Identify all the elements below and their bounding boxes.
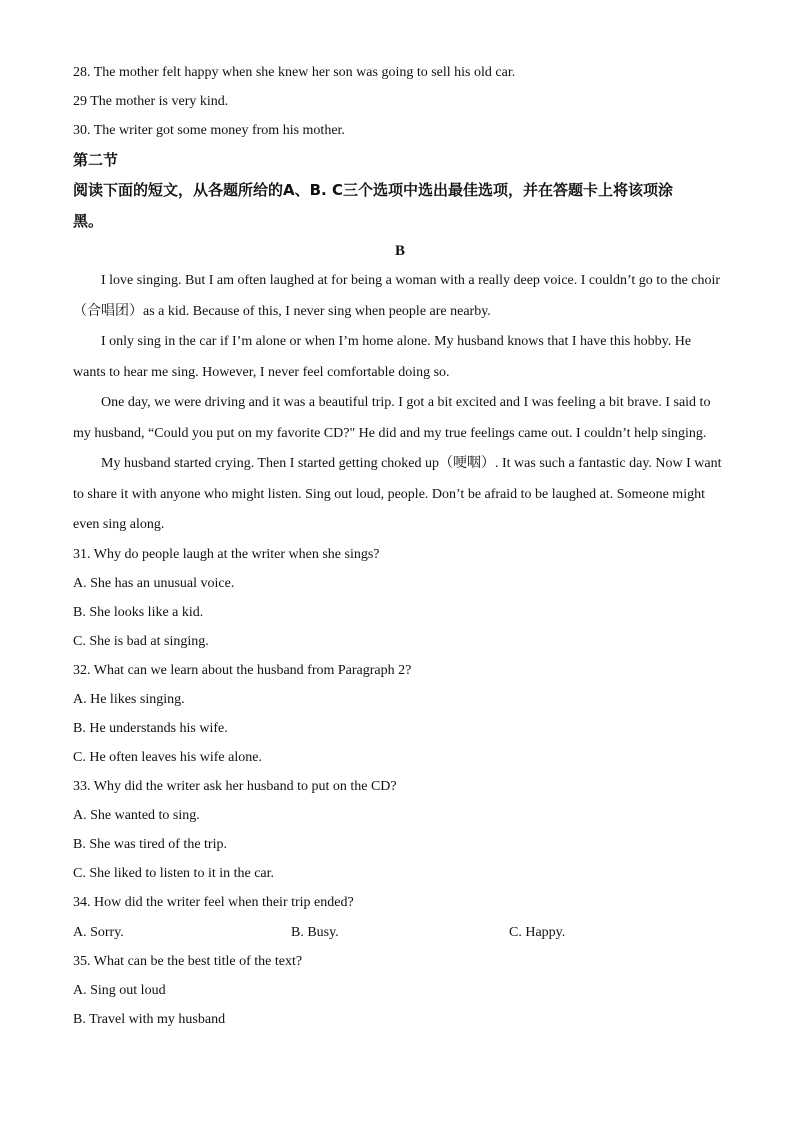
question-31-option-a: A. She has an unusual voice. — [73, 576, 235, 591]
question-34-option-b: B. Busy. — [291, 925, 339, 940]
question-31-stem: 31. Why do people laugh at the writer when she sings? — [73, 547, 380, 562]
passage-line: I love singing. But I am often laughed at for being a woman with a really deep voice. I couldn’t go to the choir — [101, 273, 721, 288]
passage-line: My husband started crying. Then I started getting choked up（哽咽）. It was such a fantastic day. Now I want — [101, 456, 722, 471]
question-34-option-c: C. Happy. — [509, 925, 566, 940]
question-35-option-b: B. Travel with my husband — [73, 1012, 226, 1027]
prev-item-30: 30. The writer got some money from his mother. — [73, 123, 345, 138]
passage-line: even sing along. — [73, 517, 165, 532]
prev-item-29: 29 The mother is very kind. — [73, 94, 229, 109]
question-31-option-b: B. She looks like a kid. — [73, 605, 204, 620]
passage-line: （合唱团）as a kid. Because of this, I never sing when people are nearby. — [73, 304, 491, 319]
question-32-stem: 32. What can we learn about the husband from Paragraph 2? — [73, 663, 412, 678]
passage-line: I only sing in the car if I’m alone or when I’m home alone. My husband knows that I have this hobby. He — [101, 334, 692, 349]
passage-line: my husband, “Could you put on my favorite CD?" He did and my true feelings came out. I couldn’t help singing. — [73, 426, 707, 441]
passage-title: B — [394, 243, 405, 259]
question-33-option-b: B. She was tired of the trip. — [73, 837, 227, 852]
passage-line: wants to hear me sing. However, I never feel comfortable doing so. — [73, 365, 450, 380]
question-32-option-c: C. He often leaves his wife alone. — [73, 750, 262, 765]
section-heading: 第二节 — [73, 151, 119, 169]
question-31-option-c: C. She is bad at singing. — [73, 634, 209, 649]
question-34-option-a: A. Sorry. — [73, 925, 124, 940]
question-34-stem: 34. How did the writer feel when their trip ended? — [73, 895, 354, 910]
passage-line: One day, we were driving and it was a beautiful trip. I got a bit excited and I was feeling a bit brave. I said to — [101, 395, 711, 410]
passage-line: to share it with anyone who might listen. Sing out loud, people. Don’t be afraid to be laughed at. Someone might — [73, 487, 705, 502]
section-instruction-line-1: 阅读下面的短文，从各题所给的A、B. C三个选项中选出最佳选项，并在答题卡上将该项涂 — [73, 181, 673, 199]
section-instruction-line-2: 黑。 — [73, 212, 104, 230]
question-33-option-a: A. She wanted to sing. — [73, 808, 200, 823]
question-35-option-a: A. Sing out loud — [73, 983, 166, 998]
question-32-option-a: A. He likes singing. — [73, 692, 185, 707]
question-32-option-b: B. He understands his wife. — [73, 721, 228, 736]
question-35-stem: 35. What can be the best title of the text? — [73, 954, 303, 969]
question-33-stem: 33. Why did the writer ask her husband to put on the CD? — [73, 779, 397, 794]
prev-item-28: 28. The mother felt happy when she knew her son was going to sell his old car. — [73, 65, 516, 80]
question-33-option-c: C. She liked to listen to it in the car. — [73, 866, 275, 881]
